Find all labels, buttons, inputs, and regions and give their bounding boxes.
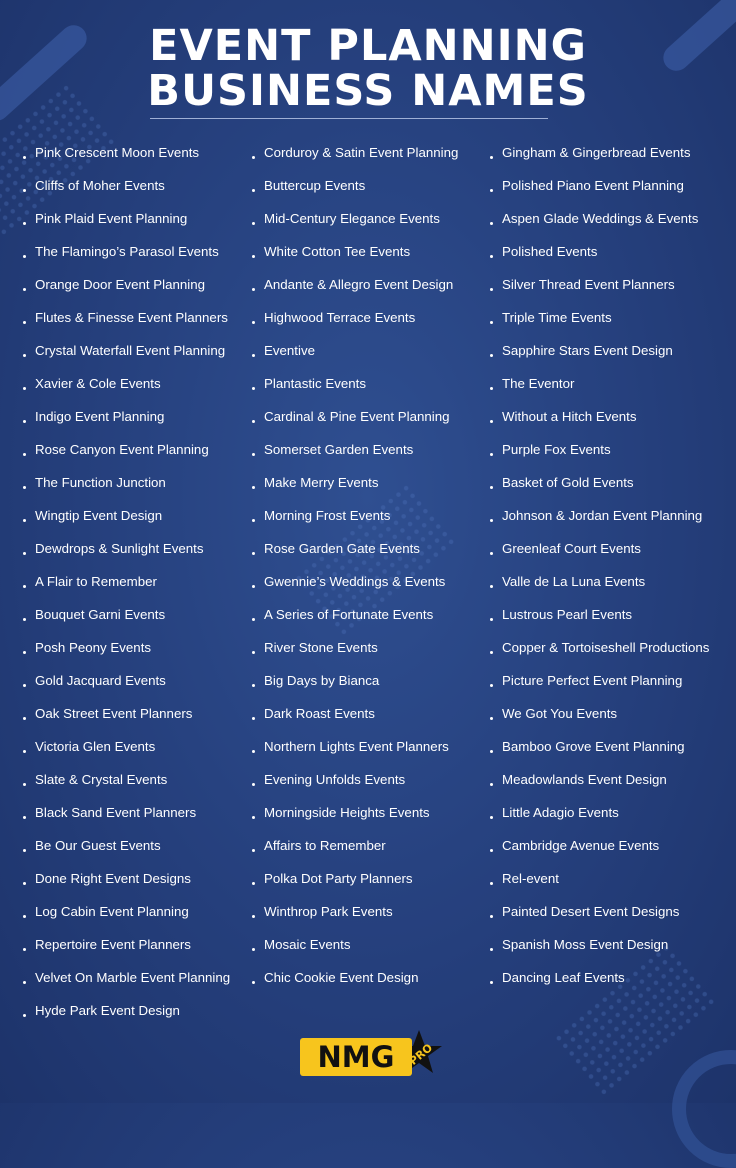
- list-item: Orange Door Event Planning: [35, 268, 230, 301]
- page-title-line2: BUSINESS NAMES: [147, 66, 589, 116]
- list-item: Affairs to Remember: [264, 829, 458, 862]
- list-item: Copper & Tortoiseshell Productions: [502, 631, 709, 664]
- list-item: The Eventor: [502, 367, 709, 400]
- list-item: The Flamingo’s Parasol Events: [35, 235, 230, 268]
- list-item: Crystal Waterfall Event Planning: [35, 334, 230, 367]
- title-divider: [150, 118, 548, 119]
- list-item: White Cotton Tee Events: [264, 235, 458, 268]
- list-item: Oak Street Event Planners: [35, 697, 230, 730]
- list-item: Flutes & Finesse Event Planners: [35, 301, 230, 334]
- list-item: We Got You Events: [502, 697, 709, 730]
- list-item: Dark Roast Events: [264, 697, 458, 730]
- list-item: Chic Cookie Event Design: [264, 961, 458, 994]
- logo-text: NMG: [300, 1038, 412, 1076]
- list-item: Log Cabin Event Planning: [35, 895, 230, 928]
- list-item: Morningside Heights Events: [264, 796, 458, 829]
- list-item: Without a Hitch Events: [502, 400, 709, 433]
- list-item: Polka Dot Party Planners: [264, 862, 458, 895]
- list-item: Cardinal & Pine Event Planning: [264, 400, 458, 433]
- list-item: Gwennie’s Weddings & Events: [264, 565, 458, 598]
- list-item: Aspen Glade Weddings & Events: [502, 202, 709, 235]
- nmg-pro-logo: [300, 1034, 444, 1080]
- list-item: Andante & Allegro Event Design: [264, 268, 458, 301]
- list-item: Be Our Guest Events: [35, 829, 230, 862]
- list-item: Done Right Event Designs: [35, 862, 230, 895]
- list-item: The Function Junction: [35, 466, 230, 499]
- list-item: Polished Piano Event Planning: [502, 169, 709, 202]
- list-item: Corduroy & Satin Event Planning: [264, 136, 458, 169]
- list-item: Johnson & Jordan Event Planning: [502, 499, 709, 532]
- list-item: Mid-Century Elegance Events: [264, 202, 458, 235]
- list-item: Sapphire Stars Event Design: [502, 334, 709, 367]
- list-item: Spanish Moss Event Design: [502, 928, 709, 961]
- list-item: Valle de La Luna Events: [502, 565, 709, 598]
- list-item: Meadowlands Event Design: [502, 763, 709, 796]
- list-item: Triple Time Events: [502, 301, 709, 334]
- page-title-line1: EVENT PLANNING: [149, 21, 587, 71]
- list-item: Xavier & Cole Events: [35, 367, 230, 400]
- list-item: Slate & Crystal Events: [35, 763, 230, 796]
- list-item: Highwood Terrace Events: [264, 301, 458, 334]
- list-item: Picture Perfect Event Planning: [502, 664, 709, 697]
- list-item: Black Sand Event Planners: [35, 796, 230, 829]
- list-item: Little Adagio Events: [502, 796, 709, 829]
- list-item: Painted Desert Event Designs: [502, 895, 709, 928]
- list-item: Rose Canyon Event Planning: [35, 433, 230, 466]
- list-item: Dancing Leaf Events: [502, 961, 709, 994]
- list-item: Big Days by Bianca: [264, 664, 458, 697]
- page-title: [0, 21, 736, 116]
- list-item: Pink Crescent Moon Events: [35, 136, 230, 169]
- list-item: Eventive: [264, 334, 458, 367]
- list-item: Rel-event: [502, 862, 709, 895]
- list-item: Northern Lights Event Planners: [264, 730, 458, 763]
- list-item: Make Merry Events: [264, 466, 458, 499]
- list-item: Greenleaf Court Events: [502, 532, 709, 565]
- list-item: Buttercup Events: [264, 169, 458, 202]
- list-item: Gold Jacquard Events: [35, 664, 230, 697]
- list-item: Silver Thread Event Planners: [502, 268, 709, 301]
- list-item: Hyde Park Event Design: [35, 994, 230, 1027]
- list-item: Rose Garden Gate Events: [264, 532, 458, 565]
- names-column-3: [502, 136, 709, 994]
- list-item: Cliffs of Moher Events: [35, 169, 230, 202]
- list-item: Repertoire Event Planners: [35, 928, 230, 961]
- names-column-2: [264, 136, 458, 994]
- list-item: A Flair to Remember: [35, 565, 230, 598]
- decorative-ring-bottom-right: [672, 1050, 736, 1168]
- logo-badge: PRO: [406, 1041, 436, 1068]
- list-item: Plantastic Events: [264, 367, 458, 400]
- list-item: Velvet On Marble Event Planning: [35, 961, 230, 994]
- list-item: Pink Plaid Event Planning: [35, 202, 230, 235]
- list-item: Bouquet Garni Events: [35, 598, 230, 631]
- list-item: Gingham & Gingerbread Events: [502, 136, 709, 169]
- list-item: River Stone Events: [264, 631, 458, 664]
- list-item: Victoria Glen Events: [35, 730, 230, 763]
- list-item: Bamboo Grove Event Planning: [502, 730, 709, 763]
- list-item: Dewdrops & Sunlight Events: [35, 532, 230, 565]
- list-item: Mosaic Events: [264, 928, 458, 961]
- list-item: Posh Peony Events: [35, 631, 230, 664]
- list-item: Evening Unfolds Events: [264, 763, 458, 796]
- list-item: Polished Events: [502, 235, 709, 268]
- list-item: Cambridge Avenue Events: [502, 829, 709, 862]
- list-item: Wingtip Event Design: [35, 499, 230, 532]
- list-item: Morning Frost Events: [264, 499, 458, 532]
- list-item: Purple Fox Events: [502, 433, 709, 466]
- list-item: Indigo Event Planning: [35, 400, 230, 433]
- list-item: Basket of Gold Events: [502, 466, 709, 499]
- list-item: Lustrous Pearl Events: [502, 598, 709, 631]
- list-item: A Series of Fortunate Events: [264, 598, 458, 631]
- names-column-1: [35, 136, 230, 1027]
- list-item: Winthrop Park Events: [264, 895, 458, 928]
- list-item: Somerset Garden Events: [264, 433, 458, 466]
